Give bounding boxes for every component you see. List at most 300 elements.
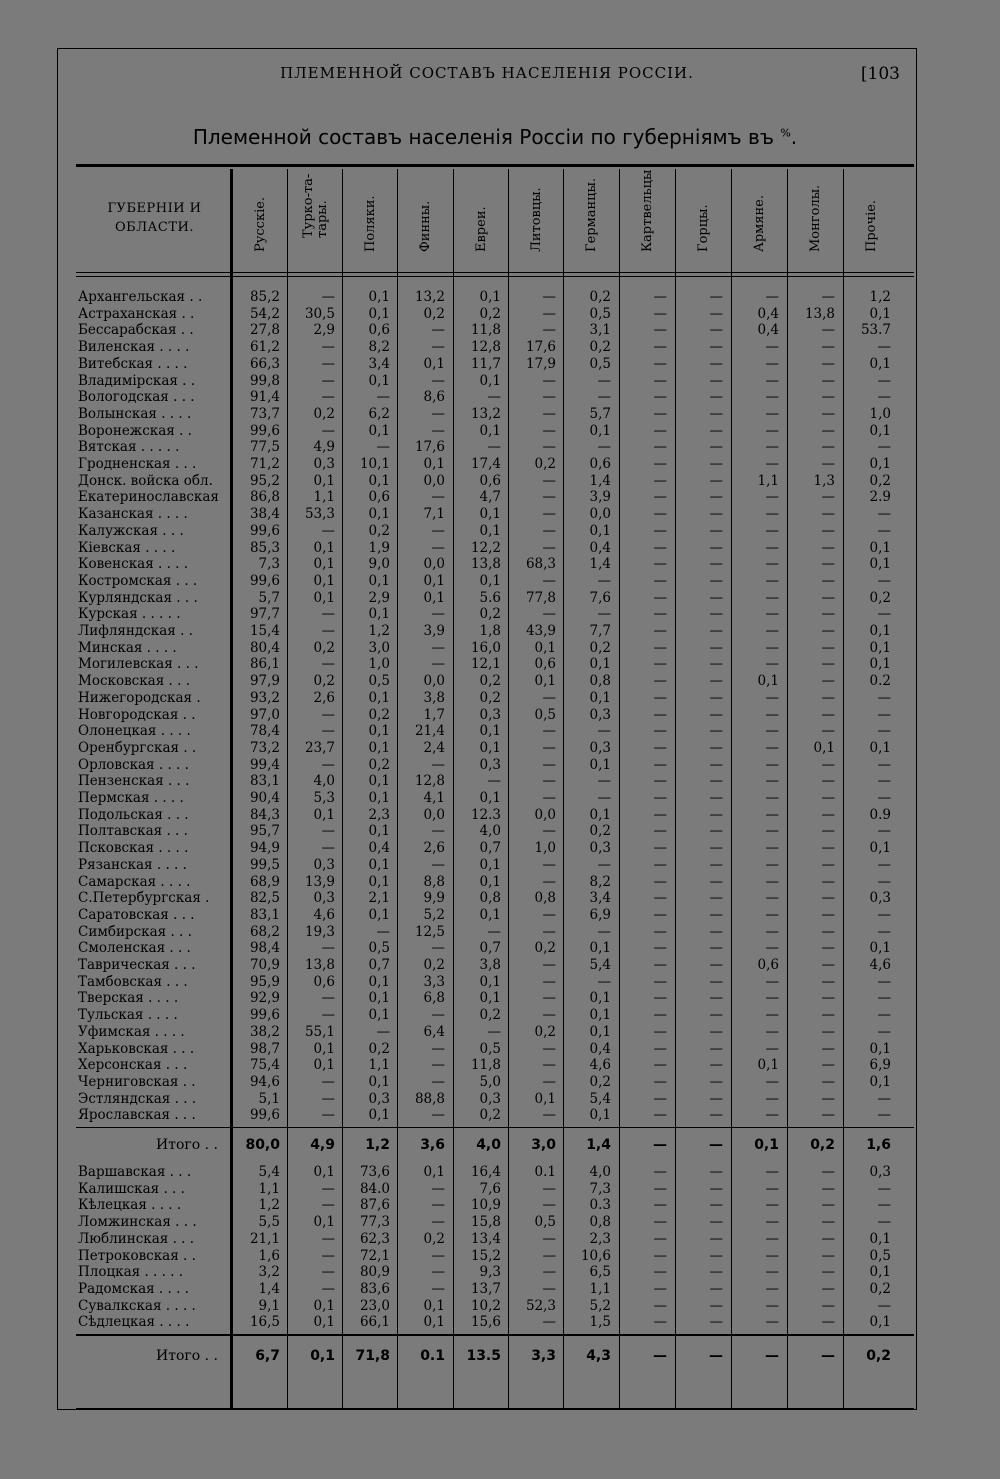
cell-value: — xyxy=(653,339,667,356)
cell-value: — xyxy=(821,823,835,840)
cell-value: — xyxy=(653,1180,667,1197)
cell-value: 0,2 xyxy=(423,1230,445,1247)
cell-value: 6,9 xyxy=(869,1057,891,1074)
row-name: Рязанская . . . . xyxy=(78,856,187,873)
table-row xyxy=(76,707,914,724)
cell-value: — xyxy=(376,389,390,406)
cell-value: 0,4 xyxy=(589,539,611,556)
column-header xyxy=(676,169,731,272)
column-header-label: Финны. xyxy=(417,200,433,252)
table-title-text: Племенной составъ населенія Россіи по губерніямъ въ xyxy=(192,125,781,149)
cell-value: 5,4 xyxy=(589,957,611,973)
column-header xyxy=(454,169,509,272)
cell-value: 0,2 xyxy=(589,289,611,305)
cell-value: — xyxy=(821,422,835,439)
cell-value: 4,9 xyxy=(313,439,335,456)
cell-value: — xyxy=(877,372,891,389)
cell-value: 91,4 xyxy=(249,389,280,406)
cell-value: 0,2 xyxy=(479,1107,501,1124)
table-row xyxy=(76,823,914,840)
cell-value: — xyxy=(709,790,723,806)
cell-value: — xyxy=(821,1107,835,1124)
cell-value: 3,1 xyxy=(589,322,611,339)
table-row xyxy=(76,1164,914,1181)
cell-value: — xyxy=(877,389,891,406)
cell-value: 9,1 xyxy=(258,1297,280,1314)
cell-value: — xyxy=(821,1007,835,1024)
cell-value: 83,6 xyxy=(359,1280,390,1297)
table-row xyxy=(76,924,914,941)
cell-value: — xyxy=(653,1214,667,1231)
row-name: Саратовская . . . xyxy=(78,906,195,923)
cell-value: 15,8 xyxy=(470,1214,501,1231)
cell-value: — xyxy=(821,1280,835,1297)
cell-value: — xyxy=(542,790,556,806)
cell-value: — xyxy=(321,1280,335,1297)
total-label: Итого . . xyxy=(156,1348,218,1364)
row-name: Калужская . . . xyxy=(78,522,184,539)
cell-value: 4,0 xyxy=(589,1164,611,1180)
cell-value: — xyxy=(765,372,779,389)
cell-value: — xyxy=(653,439,667,456)
cell-value: — xyxy=(821,1057,835,1074)
cell-value: 1,2 xyxy=(368,623,390,639)
cell-value: 5,1 xyxy=(258,1090,280,1107)
cell-value: 2,6 xyxy=(313,689,335,706)
cell-value: — xyxy=(877,439,891,456)
cell-value: — xyxy=(597,723,611,740)
cell-value: 0,1 xyxy=(479,790,501,806)
cell-value: 1,2 xyxy=(258,1197,280,1214)
cell-value: 0,1 xyxy=(313,472,335,489)
cell-value: — xyxy=(877,973,891,990)
table-row xyxy=(76,439,914,456)
cell-value: — xyxy=(765,639,779,656)
cell-value: — xyxy=(542,506,556,523)
cell-value: 1,5 xyxy=(589,1314,611,1331)
cell-value: — xyxy=(431,522,445,539)
row-name: Смоленская . . . xyxy=(78,940,191,957)
cell-value: 0,1 xyxy=(368,773,390,790)
cell-value: 3,8 xyxy=(479,957,501,973)
table-row xyxy=(76,373,914,390)
cell-value: 77,3 xyxy=(359,1214,390,1231)
cell-value: — xyxy=(821,873,835,890)
cell-value: 1,1 xyxy=(258,1180,280,1197)
cell-value: 99,6 xyxy=(249,1007,280,1024)
cell-value: — xyxy=(653,289,667,305)
cell-value: — xyxy=(709,1090,723,1107)
cell-value: 0,5 xyxy=(534,706,556,723)
cell-value: 38,2 xyxy=(249,1023,280,1040)
cell-value: — xyxy=(653,355,667,372)
cell-value: — xyxy=(821,1073,835,1090)
cell-value: 12,2 xyxy=(470,539,501,556)
cell-value: 0,1 xyxy=(368,289,390,305)
cell-value: — xyxy=(821,1090,835,1107)
cell-value: 0,1 xyxy=(368,990,390,1007)
cell-value: — xyxy=(542,1280,556,1297)
cell-value: — xyxy=(542,389,556,406)
table-row xyxy=(76,1281,914,1298)
cell-value: — xyxy=(709,1214,723,1231)
row-name: Сѣдлецкая . . . . xyxy=(78,1314,190,1331)
cell-value: — xyxy=(765,823,779,840)
cell-value: — xyxy=(877,773,891,790)
cell-value: 12,1 xyxy=(470,656,501,673)
cell-value: 0,1 xyxy=(313,572,335,589)
cell-value: — xyxy=(321,289,335,305)
cell-value: — xyxy=(653,990,667,1007)
cell-value: — xyxy=(653,456,667,472)
table-title-tail: . xyxy=(790,125,798,149)
cell-value: — xyxy=(821,522,835,539)
cell-value: — xyxy=(431,1007,445,1024)
column-header xyxy=(509,169,564,272)
cell-value: 0,1 xyxy=(479,572,501,589)
cell-value: 68,3 xyxy=(525,556,556,573)
cell-value: — xyxy=(821,1230,835,1247)
total-value: — xyxy=(653,1348,667,1364)
cell-value: 3,0 xyxy=(368,639,390,656)
cell-value: 0,1 xyxy=(479,506,501,523)
cell-value: — xyxy=(542,1230,556,1247)
column-header-label: Армяне. xyxy=(751,195,767,252)
cell-value: — xyxy=(653,322,667,339)
total-value: 4,9 xyxy=(310,1137,335,1153)
row-name: Новгородская . . xyxy=(78,706,196,723)
cell-value: — xyxy=(542,856,556,873)
cell-value: 86,1 xyxy=(249,656,280,673)
cell-value: 4,6 xyxy=(869,957,891,973)
cell-value: 1,1 xyxy=(757,472,779,489)
cell-value: — xyxy=(765,439,779,456)
header-rule-2 xyxy=(76,276,914,277)
cell-value: 0,1 xyxy=(869,639,891,656)
cell-value: 10,1 xyxy=(359,456,390,472)
cell-value: — xyxy=(709,556,723,573)
cell-value: 0,1 xyxy=(589,689,611,706)
cell-value: — xyxy=(877,1197,891,1214)
cell-value: — xyxy=(709,439,723,456)
cell-value: — xyxy=(542,489,556,506)
cell-value: 1,0 xyxy=(368,656,390,673)
cell-value: 10,2 xyxy=(470,1297,501,1314)
cell-value: — xyxy=(821,456,835,472)
cell-value: — xyxy=(709,506,723,523)
cell-value: — xyxy=(709,773,723,790)
cell-value: 17,4 xyxy=(470,456,501,472)
cell-value: 0,2 xyxy=(534,1023,556,1040)
cell-value: — xyxy=(542,405,556,422)
table-row xyxy=(76,556,914,573)
cell-value: 11,8 xyxy=(470,1057,501,1074)
cell-value: — xyxy=(431,372,445,389)
cell-value: 99,5 xyxy=(249,856,280,873)
cell-value: 99,6 xyxy=(249,522,280,539)
cell-value: 16,0 xyxy=(470,639,501,656)
cell-value: — xyxy=(321,706,335,723)
cell-value: — xyxy=(877,339,891,356)
cell-value: — xyxy=(653,539,667,556)
cell-value: 0,2 xyxy=(313,639,335,656)
cell-value: — xyxy=(653,305,667,322)
cell-value: — xyxy=(821,405,835,422)
cell-value: — xyxy=(709,1247,723,1264)
cell-value: 55,1 xyxy=(304,1023,335,1040)
cell-value: 5,4 xyxy=(589,1090,611,1107)
header-rule-1 xyxy=(76,272,914,273)
cell-value: 0,1 xyxy=(368,856,390,873)
row-name: Донск. войска обл. xyxy=(78,472,213,489)
cell-value: 0,1 xyxy=(313,1164,335,1180)
page-number: [103 xyxy=(860,64,900,84)
cell-value: 0,1 xyxy=(368,572,390,589)
cell-value: — xyxy=(877,1297,891,1314)
cell-value: 0,1 xyxy=(479,990,501,1007)
cell-value: 0,1 xyxy=(423,1314,445,1331)
cell-value: — xyxy=(821,1040,835,1057)
cell-value: — xyxy=(821,322,835,339)
cell-value: — xyxy=(709,689,723,706)
cell-value: — xyxy=(709,957,723,973)
cell-value: 0,3 xyxy=(479,756,501,773)
cell-value: — xyxy=(597,773,611,790)
cell-value: — xyxy=(765,1090,779,1107)
cell-value: 85,2 xyxy=(249,289,280,305)
cell-value: — xyxy=(542,472,556,489)
cell-value: 0,1 xyxy=(423,589,445,606)
cell-value: — xyxy=(321,422,335,439)
cell-value: — xyxy=(487,1023,501,1040)
cell-value: 0,1 xyxy=(479,522,501,539)
cell-value: — xyxy=(709,840,723,857)
cell-value: 12,8 xyxy=(470,339,501,356)
cell-value: 0,3 xyxy=(589,840,611,857)
cell-value: 9,0 xyxy=(368,556,390,573)
cell-value: 92,9 xyxy=(249,990,280,1007)
cell-value: 54,2 xyxy=(249,305,280,322)
table-rule xyxy=(76,1127,914,1128)
cell-value: 2,1 xyxy=(368,890,390,907)
cell-value: 4,1 xyxy=(423,790,445,806)
cell-value: — xyxy=(709,1007,723,1024)
cell-value: — xyxy=(542,1057,556,1074)
cell-value: 21,4 xyxy=(414,723,445,740)
table-row xyxy=(76,339,914,356)
cell-value: — xyxy=(542,990,556,1007)
row-name: Астраханская . . xyxy=(78,305,195,322)
cell-value: 7,6 xyxy=(589,589,611,606)
cell-value: 5,0 xyxy=(479,1073,501,1090)
cell-value: 0,1 xyxy=(313,556,335,573)
cell-value: — xyxy=(653,1090,667,1107)
cell-value: — xyxy=(542,1314,556,1331)
cell-value: — xyxy=(765,1280,779,1297)
cell-value: 3,9 xyxy=(423,623,445,639)
cell-value: 4,7 xyxy=(479,489,501,506)
cell-value: — xyxy=(487,923,501,940)
cell-value: — xyxy=(597,439,611,456)
table-row xyxy=(76,1314,914,1331)
table-row xyxy=(76,957,914,974)
cell-value: 13,2 xyxy=(414,289,445,305)
cell-value: — xyxy=(653,1264,667,1281)
cell-value: 0,2 xyxy=(368,706,390,723)
cell-value: — xyxy=(597,923,611,940)
cell-value: — xyxy=(877,856,891,873)
cell-value: — xyxy=(821,990,835,1007)
column-header-label: Турко-та- тары. xyxy=(300,173,330,238)
cell-value: — xyxy=(765,723,779,740)
cell-value: 0,2 xyxy=(589,639,611,656)
cell-value: 0,1 xyxy=(423,572,445,589)
cell-value: 0,1 xyxy=(423,1297,445,1314)
cell-value: 0,1 xyxy=(589,990,611,1007)
cell-value: — xyxy=(765,606,779,623)
cell-value: — xyxy=(709,639,723,656)
cell-value: — xyxy=(709,873,723,890)
cell-value: — xyxy=(542,422,556,439)
cell-value: 77,5 xyxy=(249,439,280,456)
cell-value: — xyxy=(821,773,835,790)
cell-value: — xyxy=(765,773,779,790)
cell-value: 5,2 xyxy=(589,1297,611,1314)
cell-value: 0,4 xyxy=(757,305,779,322)
cell-value: — xyxy=(321,756,335,773)
cell-value: — xyxy=(431,1073,445,1090)
total-value: 4,0 xyxy=(476,1137,501,1153)
cell-value: 0,5 xyxy=(589,355,611,372)
table-row xyxy=(76,406,914,423)
cell-value: 0,1 xyxy=(368,472,390,489)
cell-value: 0,1 xyxy=(368,906,390,923)
cell-value: — xyxy=(709,339,723,356)
cell-value: 0,1 xyxy=(313,1040,335,1057)
total-label: Итого . . xyxy=(156,1137,218,1153)
cell-value: 0,1 xyxy=(368,790,390,806)
cell-value: — xyxy=(653,556,667,573)
cell-value: — xyxy=(542,906,556,923)
table-row xyxy=(76,289,914,306)
cell-value: — xyxy=(653,873,667,890)
cell-value: — xyxy=(653,1023,667,1040)
cell-value: — xyxy=(821,856,835,873)
cell-value: 9,9 xyxy=(423,890,445,907)
cell-value: 0,1 xyxy=(589,422,611,439)
total-value: — xyxy=(709,1137,723,1153)
cell-value: — xyxy=(765,1214,779,1231)
cell-value: 0,1 xyxy=(869,1314,891,1331)
cell-value: 8,2 xyxy=(368,339,390,356)
cell-value: — xyxy=(542,689,556,706)
cell-value: 98,4 xyxy=(249,940,280,957)
column-header xyxy=(788,169,843,272)
cell-value: — xyxy=(431,1264,445,1281)
column-rule xyxy=(453,169,454,1408)
row-name: Бессарабская . . xyxy=(78,322,194,339)
cell-value: 0,1 xyxy=(368,689,390,706)
cell-value: 0,2 xyxy=(589,339,611,356)
cell-value: 97,0 xyxy=(249,706,280,723)
cell-value: 52,3 xyxy=(525,1297,556,1314)
cell-value: — xyxy=(709,606,723,623)
cell-value: 15,4 xyxy=(249,623,280,639)
cell-value: 84,3 xyxy=(249,806,280,823)
table-row xyxy=(76,523,914,540)
row-name: Вологодская . . . xyxy=(78,389,195,406)
cell-value: 0,1 xyxy=(869,656,891,673)
cell-value: 0,1 xyxy=(313,1297,335,1314)
cell-value: 17,9 xyxy=(525,355,556,372)
row-name: Кіевская . . . . xyxy=(78,539,176,556)
cell-value: 3,8 xyxy=(423,689,445,706)
cell-value: 12,8 xyxy=(414,773,445,790)
cell-value: 5,7 xyxy=(589,405,611,422)
cell-value: — xyxy=(542,1264,556,1281)
cell-value: 0,1 xyxy=(869,305,891,322)
cell-value: — xyxy=(821,973,835,990)
cell-value: 0,3 xyxy=(869,890,891,907)
cell-value: — xyxy=(765,355,779,372)
cell-value: 8,8 xyxy=(423,873,445,890)
cell-value: — xyxy=(431,1057,445,1074)
table-row xyxy=(76,1091,914,1108)
cell-value: 0,1 xyxy=(479,856,501,873)
cell-value: 38,4 xyxy=(249,506,280,523)
cell-value: — xyxy=(821,806,835,823)
cell-value: — xyxy=(321,1180,335,1197)
cell-value: — xyxy=(709,973,723,990)
total-value: — xyxy=(765,1348,779,1364)
cell-value: — xyxy=(653,806,667,823)
table-row xyxy=(76,489,914,506)
cell-value: 7,6 xyxy=(479,1180,501,1197)
cell-value: 2,3 xyxy=(589,1230,611,1247)
total-value: 3,0 xyxy=(531,1137,556,1153)
cell-value: — xyxy=(321,606,335,623)
cell-value: 0,1 xyxy=(869,840,891,857)
cell-value: — xyxy=(821,589,835,606)
table-row xyxy=(76,640,914,657)
cell-value: 15,2 xyxy=(470,1247,501,1264)
cell-value: — xyxy=(765,906,779,923)
cell-value: 68,2 xyxy=(249,923,280,940)
cell-value: 0,1 xyxy=(368,1107,390,1124)
cell-value: — xyxy=(877,522,891,539)
table-row xyxy=(76,1231,914,1248)
cell-value: — xyxy=(709,1297,723,1314)
cell-value: — xyxy=(821,539,835,556)
cell-value: — xyxy=(653,823,667,840)
cell-value: 17,6 xyxy=(525,339,556,356)
cell-value: — xyxy=(821,623,835,639)
cell-value: — xyxy=(709,522,723,539)
cell-value: 0,1 xyxy=(869,940,891,957)
bottom-rule xyxy=(76,1408,914,1410)
cell-value: — xyxy=(321,623,335,639)
row-name: Калишская . . . xyxy=(78,1180,185,1197)
cell-value: 0,4 xyxy=(368,840,390,857)
cell-value: — xyxy=(821,1023,835,1040)
cell-value: 80,9 xyxy=(359,1264,390,1281)
row-name: Олонецкая . . . . xyxy=(78,723,191,740)
cell-value: — xyxy=(709,1197,723,1214)
cell-value: 0,1 xyxy=(368,506,390,523)
cell-value: 0,1 xyxy=(313,1214,335,1231)
cell-value: 0,1 xyxy=(589,656,611,673)
cell-value: — xyxy=(487,389,501,406)
